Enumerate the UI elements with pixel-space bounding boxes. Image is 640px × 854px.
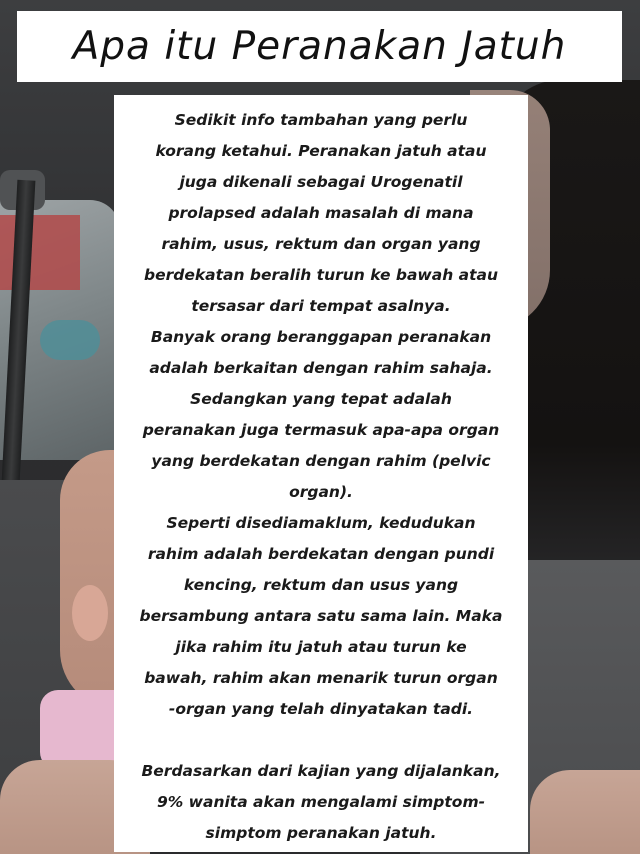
paragraph-line: Banyak orang beranggapan peranakan — [150, 328, 492, 346]
paragraph-line: yang berdekatan dengan rahim (pelvic — [151, 452, 491, 470]
paragraph-line: 9% wanita akan mengalami simptom- — [156, 793, 486, 811]
paragraph-line: organ). — [289, 483, 353, 501]
paragraph-line: kencing, rektum dan usus yang — [183, 576, 459, 594]
paragraph-line: korang ketahui. Peranakan jatuh atau — [155, 142, 487, 160]
paragraph-line: jika rahim itu jatuh atau turun ke — [175, 638, 467, 656]
paragraph-line: peranakan juga termasuk apa-apa organ — [142, 421, 500, 439]
title-banner — [17, 11, 622, 82]
paragraph-line: Sedangkan yang tepat adalah — [190, 390, 452, 408]
paragraph-line: prolapsed adalah masalah di mana — [168, 204, 474, 222]
paragraph-line: simptom peranakan jatuh. — [205, 824, 437, 842]
paragraph-line: berdekatan beralih turun ke bawah atau — [143, 266, 499, 284]
background-sign — [40, 320, 100, 360]
baby-ear — [72, 585, 108, 641]
paragraph-line: bersambung antara satu sama lain. Maka — [139, 607, 503, 625]
paragraph-spacer — [114, 725, 528, 756]
paragraph-line: Berdasarkan dari kajian yang dijalankan, — [141, 762, 501, 780]
paragraph-line: rahim adalah berdekatan dengan pundi — [147, 545, 495, 563]
paragraph-line: Sedikit info tambahan yang perlu — [174, 111, 468, 129]
paragraph-line: bawah, rahim akan menarik turun organ — [144, 669, 498, 687]
paragraph-line: rahim, usus, rektum dan organ yang — [161, 235, 481, 253]
paragraph-line: Seperti disediamaklum, kedudukan — [166, 514, 476, 532]
info-card — [114, 95, 528, 852]
page-title: Apa itu Peranakan Jatuh — [72, 24, 567, 69]
paragraph-line: -organ yang telah dinyatakan tadi. — [168, 700, 474, 718]
paragraph-line: juga dikenali sebagai Urogenatil — [179, 173, 463, 191]
hand-right — [530, 770, 640, 854]
paragraph-line: tersasar dari tempat asalnya. — [191, 297, 451, 315]
paragraph-line: adalah berkaitan dengan rahim sahaja. — [149, 359, 493, 377]
